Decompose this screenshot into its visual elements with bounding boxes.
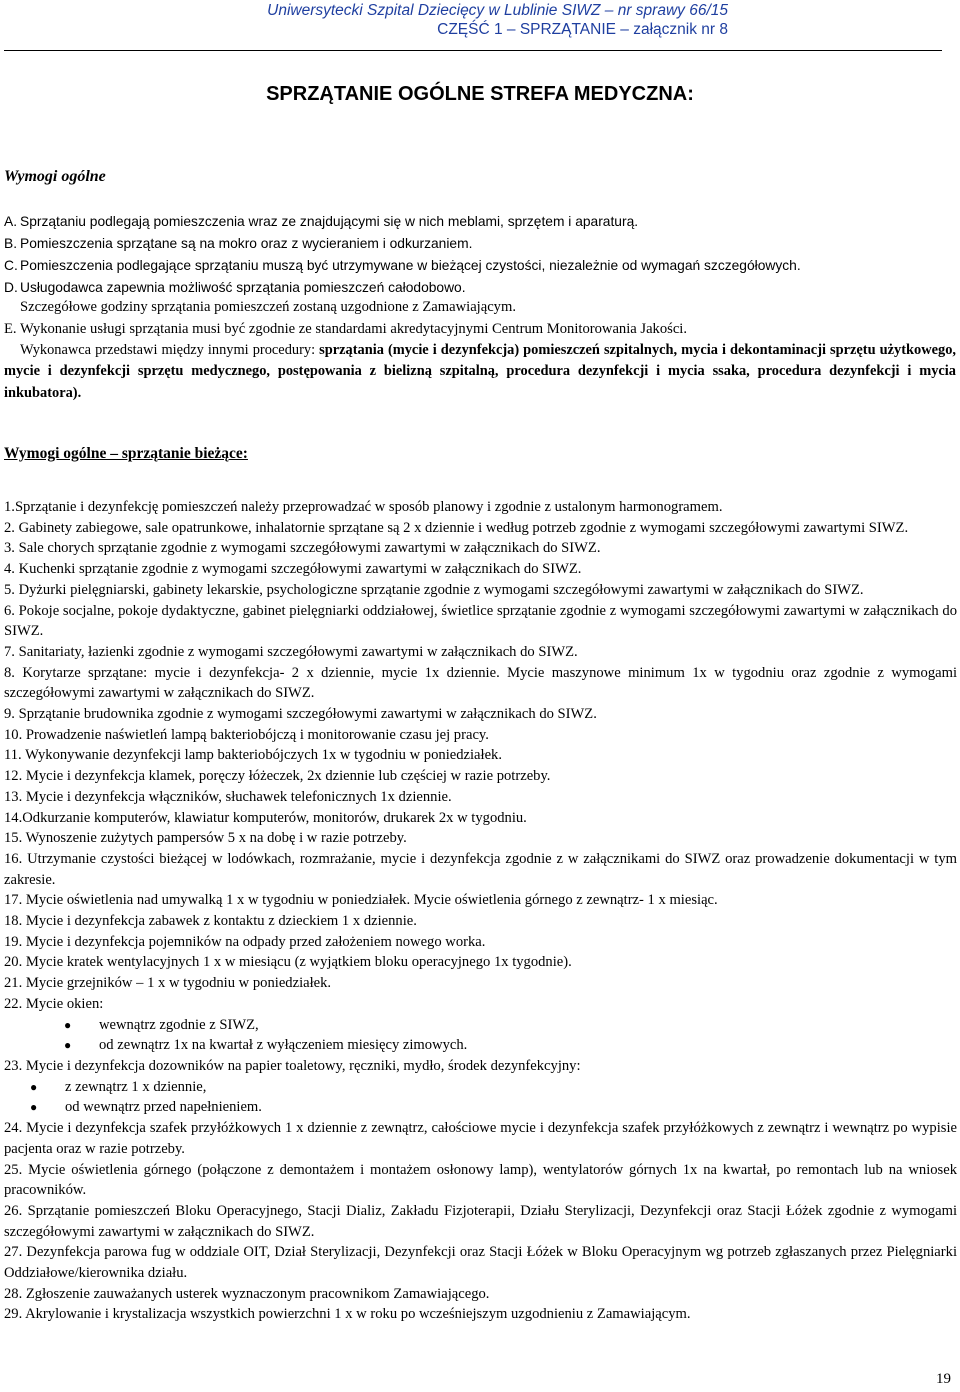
list-item: 5. Dyżurki pielęgniarski, gabinety lekarskie, psychologiczne sprzątanie zgodnie z wymogami szczegółowymi zawartymi w załącznikach do SIWZ. bbox=[4, 581, 864, 598]
list-item: 10. Prowadzenie naświetleń lampą bakteriobójczą i monitorowanie czasu jej pracy. bbox=[4, 726, 489, 743]
bullet-text: wewnątrz zgodnie z SIWZ, bbox=[99, 1016, 259, 1033]
list-item: 2. Gabinety zabiegowe, sale opatrunkowe, inhalatornie sprzątane są 2 x dziennie i według potrzeb zgodnie z wymogami szczegółowymi zawartymi SIWZ. bbox=[4, 519, 909, 536]
list-item: 23. Mycie i dezynfekcja dozowników na papier toaletowy, ręczniki, mydło, środek dezynfekcyjny: bbox=[4, 1057, 581, 1074]
list-item: 8. Korytarze sprzątane: mycie i dezynfekcja- 2 x dziennie, mycie 1x dziennie. Mycie maszynowe minimum 1x w tygodniu oraz zgodnie z wymogami szczegółowymi zawartymi w załącznikach do SIWZ. bbox=[4, 664, 957, 702]
list-item: 13. Mycie i dezynfekcja włączników, słuchawek telefonicznych 1x dziennie. bbox=[4, 788, 452, 805]
list-item: 9. Sprzątanie brudownika zgodnie z wymogami szczegółowymi zawartymi w załącznikach do SIWZ. bbox=[4, 706, 597, 723]
list-item: 25. Mycie oświetlenia górnego (połączone z demontażem i montażem osłonowy lamp), wentylatorów górnych 1x na kwartał, po remontach lub na wniosek pracowników. bbox=[4, 1161, 957, 1199]
list-text: Pomieszczenia podlegające sprzątaniu muszą być utrzymywane w bieżącej czystości, niezależnie od wymagań szczegółowych. bbox=[20, 258, 801, 273]
item-e bbox=[4, 319, 956, 340]
bullet-item bbox=[4, 1077, 957, 1098]
header-line-1: Uniwersytecki Szpital Dziecięcy w Lublinie SIWZ – nr sprawy 66/15 bbox=[267, 2, 728, 19]
current-cleaning-heading: Wymogi ogólne – sprzątanie bieżące: bbox=[4, 445, 248, 462]
list-item: 22. Mycie okien: bbox=[4, 995, 104, 1012]
list-item: 16. Utrzymanie czystości bieżącej w lodówkach, rozmrażanie, mycie i dezynfekcja zgodnie z w załącznikami do SIWZ oraz prowadzenie dokumentacji w tym zakresie. bbox=[4, 850, 957, 888]
list-item: 3. Sale chorych sprzątanie zgodnie z wymogami szczegółowymi zawartymi w załącznikach do SIWZ. bbox=[4, 540, 601, 557]
list-item bbox=[4, 277, 949, 299]
list-item bbox=[4, 233, 949, 255]
list-item: 20. Mycie kratek wentylacyjnych 1 x w miesiącu (z wyjątkiem bloku operacyjnego 1x tygodnie). bbox=[4, 954, 572, 971]
general-requirements-list bbox=[4, 211, 949, 299]
list-item bbox=[4, 211, 949, 233]
list-item: 4. Kuchenki sprzątanie zgodnie z wymogami szczegółowymi zawartymi w załącznikach do SIWZ. bbox=[4, 561, 582, 578]
header-divider bbox=[4, 50, 942, 51]
list-item: 19. Mycie i dezynfekcja pojemników na odpady przed założeniem nowego worka. bbox=[4, 933, 486, 950]
bullet-item bbox=[4, 1035, 957, 1056]
general-requirements-heading: Wymogi ogólne bbox=[4, 168, 106, 185]
procedures-paragraph bbox=[4, 340, 956, 404]
list-letter: A. bbox=[4, 214, 18, 229]
header-line-2: CZĘŚĆ 1 – SPRZĄTANIE – załącznik nr 8 bbox=[437, 21, 728, 38]
list-item bbox=[4, 255, 949, 277]
list-item: 11. Wykonywanie dezynfekcji lamp bakteriobójczych 1x w tygodniu w poniedziałek. bbox=[4, 747, 503, 764]
list-item: 21. Mycie grzejników – 1 x w tygodniu w poniedziałek. bbox=[4, 975, 332, 992]
bullet-text: z zewnątrz 1 x dziennie, bbox=[65, 1078, 207, 1095]
procedures-lead: Wykonawca przedstawi między innymi procedury: bbox=[20, 342, 316, 358]
list-item: 27. Dezynfekcja parowa fug w oddziale OIT, Dział Sterylizacji, Dezynfekcji oraz Stacji Łóżek w Bloku Operacyjnym wg potrzeb zgłaszanych przez Pielęgniarki Oddziałowe/kierownika działu. bbox=[4, 1244, 957, 1282]
list-item: 17. Mycie oświetlenia nad umywalką 1 x w tygodniu w poniedziałek. Mycie oświetlenia górnego z zewnątrz- 1 x miesiąc. bbox=[4, 892, 718, 909]
page-number: 19 bbox=[936, 1371, 951, 1387]
list-letter: B. bbox=[4, 236, 18, 251]
list-text: Sprzątaniu podlegają pomieszczenia wraz ze znajdującymi się w nich meblami, sprzętem i aparaturą. bbox=[20, 214, 639, 229]
bullet-item bbox=[4, 1097, 957, 1118]
list-item: 28. Zgłoszenie zauważanych usterek wyznaczonym pracownikom Zamawiającego. bbox=[4, 1285, 490, 1302]
bullet-text: od zewnątrz 1x na kwartał z wyłączeniem miesięcy zimowych. bbox=[99, 1037, 468, 1054]
bullet-icon: ● bbox=[64, 1017, 72, 1032]
page-title: SPRZĄTANIE OGÓLNE STREFA MEDYCZNA: bbox=[266, 83, 694, 105]
list-item: 18. Mycie i dezynfekcja zabawek z kontaktu z dzieckiem 1 x dziennie. bbox=[4, 913, 417, 930]
bullet-icon: ● bbox=[30, 1079, 38, 1094]
list-item: 15. Wynoszenie zużytych pampersów 5 x na dobę i w razie potrzeby. bbox=[4, 830, 407, 847]
list-text: Wykonanie usługi sprzątania musi być zgodnie ze standardami akredytacyjnymi Centrum Monitorowania Jakości. bbox=[20, 321, 688, 337]
list-item: 24. Mycie i dezynfekcja szafek przyłóżkowych 1 x dziennie z zewnątrz, całościowe mycie i dezynfekcja szafek przyłóżkowych z zewnątrz i wewnątrz po wypisie pacjenta oraz w razie potrzeby. bbox=[4, 1120, 957, 1157]
bullet-icon: ● bbox=[64, 1038, 72, 1053]
bullet-text: od wewnątrz przed napełnieniem. bbox=[65, 1099, 262, 1116]
list-item: 1.Sprzątanie i dezynfekcję pomieszczeń należy przeprowadzać w sposób planowy i zgodnie z ustalonym harmonogramem. bbox=[4, 499, 723, 515]
list-item: 6. Pokoje socjalne, pokoje dydaktyczne, gabinet pielęgniarki oddziałowej, świetlice sprzątanie zgodnie z wymogami szczegółowymi zawartymi w załącznikach do SIWZ. bbox=[4, 602, 957, 640]
list-letter: D. bbox=[4, 280, 18, 295]
d-continuation-text: Szczegółowe godziny sprzątania pomieszczeń zostaną uzgodnione z Zamawiającym. bbox=[20, 299, 516, 315]
bullet-icon: ● bbox=[30, 1100, 38, 1115]
list-text: Usługodawca zapewnia możliwość sprzątania pomieszczeń całodobowo. bbox=[20, 280, 466, 295]
list-item: 14.Odkurzanie komputerów, klawiatur komputerów, monitorów, drukarek 2x w tygodniu. bbox=[4, 809, 527, 826]
list-text: Pomieszczenia sprzątane są na mokro oraz z wycieraniem i odkurzaniem. bbox=[20, 236, 473, 251]
list-item: 7. Sanitariaty, łazienki zgodnie z wymogami szczegółowymi zawartymi w załącznikach do SIWZ. bbox=[4, 643, 578, 660]
list-item: 26. Sprzątanie pomieszczeń Bloku Operacyjnego, Stacji Dializ, Zakładu Fizjoterapii, Działu Sterylizacji, Dezynfekcji oraz Stacji Łóżek zgodnie z wymogami szczegółowymi zawartymi w załącznikach do SIWZ. bbox=[4, 1202, 957, 1240]
list-letter: C. bbox=[4, 258, 18, 273]
current-cleaning-list bbox=[4, 497, 957, 1325]
list-item: 12. Mycie i dezynfekcja klamek, poręczy łóżeczek, 2x dziennie lub częściej w razie potrzeby. bbox=[4, 768, 551, 785]
procedures-list: sprzątania (mycie i dezynfekcja) pomieszczeń szpitalnych, mycia i dekontaminacji sprzętu użytkowego, mycie i dezynfekcji sprzętu medycznego, postępowania z bielizną szpitalną, procedura dezynfekcji i mycia ssaka, procedura dezynfekcji i mycia inkubatora). bbox=[4, 342, 956, 401]
list-letter: E. bbox=[4, 321, 17, 337]
bullet-item bbox=[4, 1015, 957, 1036]
list-item: 29. Akrylowanie i krystalizacja wszystkich powierzchni 1 x w roku po wcześniejszym uzgodnieniu z Zamawiającym. bbox=[4, 1306, 691, 1323]
